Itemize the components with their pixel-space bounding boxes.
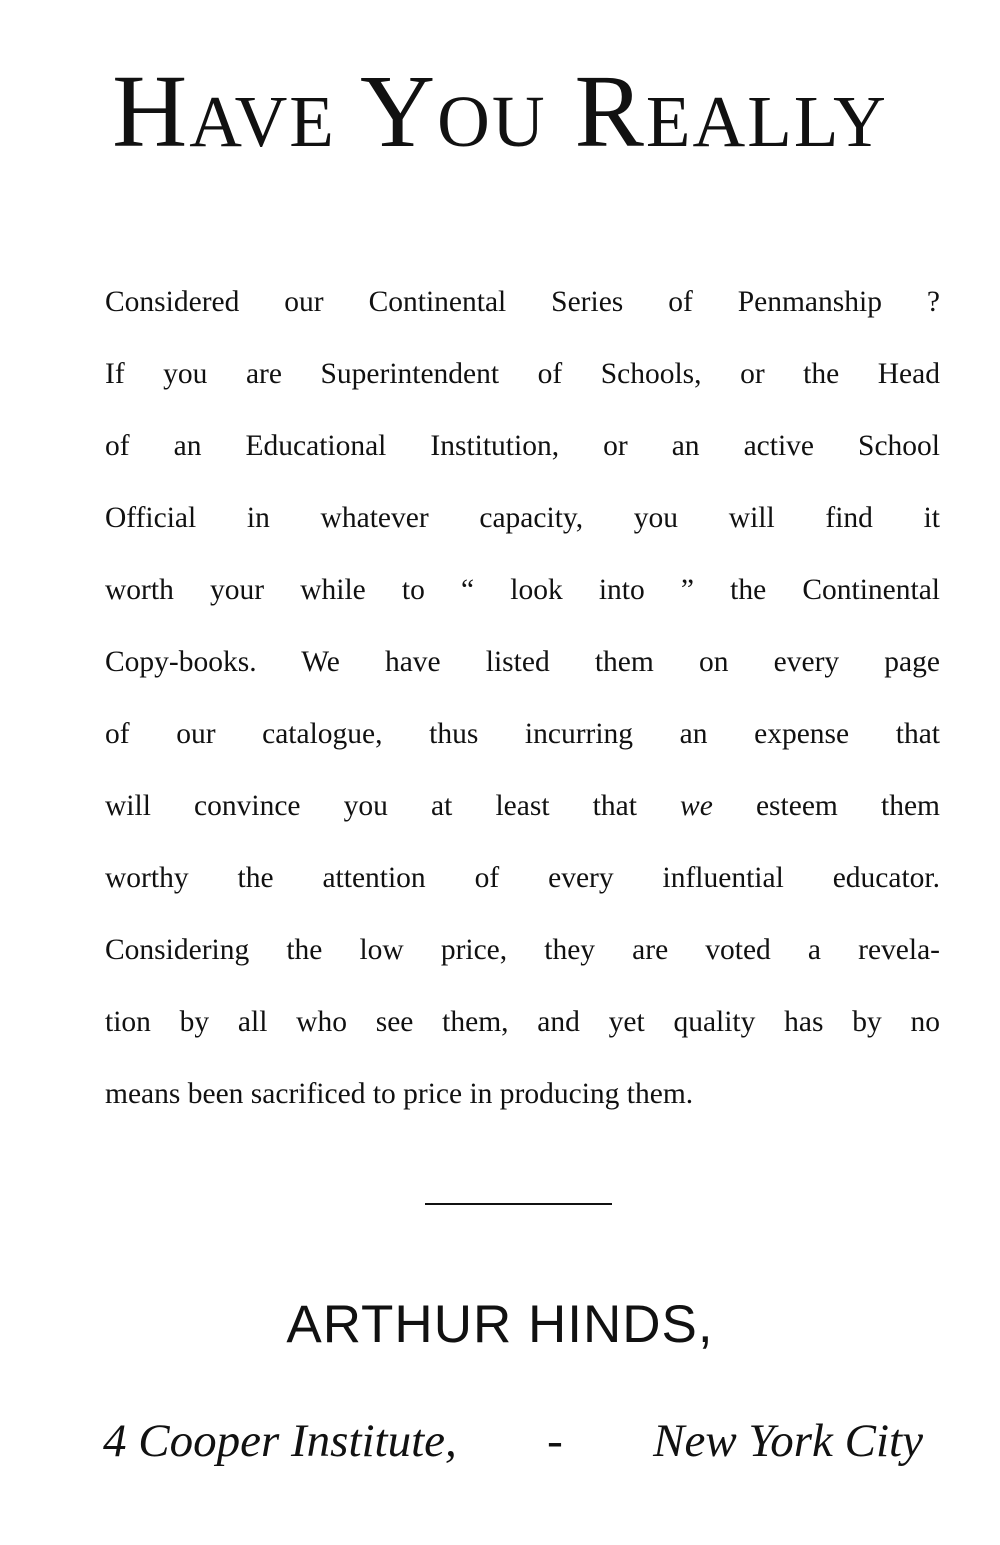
body-line: of our catalogue, thus incurring an expense that xyxy=(105,718,940,750)
body-line: If you are Superintendent of Schools, or the Head xyxy=(105,358,940,390)
address-street: 4 Cooper Institute, xyxy=(103,1415,457,1467)
body-line: means been sacrificed to price in producing them. xyxy=(105,1078,694,1110)
publisher-address xyxy=(103,1415,923,1467)
body-line-start: will convince you at least that xyxy=(105,790,637,822)
address-city: New York City xyxy=(653,1415,923,1467)
body-line: Copy-books. We have listed them on every page xyxy=(105,646,940,678)
body-line: Considered our Continental Series of Penmanship ? xyxy=(105,286,940,318)
body-line-emphasis xyxy=(105,770,940,842)
body-line: of an Educational Institution, or an active School xyxy=(105,430,940,462)
publisher-name: ARTHUR HINDS, xyxy=(286,1295,714,1354)
body-line: worthy the attention of every influential educator. xyxy=(105,862,940,894)
body-line-end: esteem them xyxy=(755,790,940,822)
emphasis-we: we xyxy=(680,790,713,822)
body-line: Official in whatever capacity, you will find it xyxy=(105,502,940,534)
body-line: Considering the low price, they are voted a revela- xyxy=(105,934,940,966)
body-line: tion by all who see them, and yet quality has by no xyxy=(105,1006,940,1038)
divider-rule xyxy=(425,1203,612,1205)
page-title: Have You Really xyxy=(112,54,888,169)
body-paragraph xyxy=(105,266,940,1130)
body-line: worth your while to “ look into ” the Continental xyxy=(105,574,940,606)
address-separator: - xyxy=(547,1415,563,1467)
